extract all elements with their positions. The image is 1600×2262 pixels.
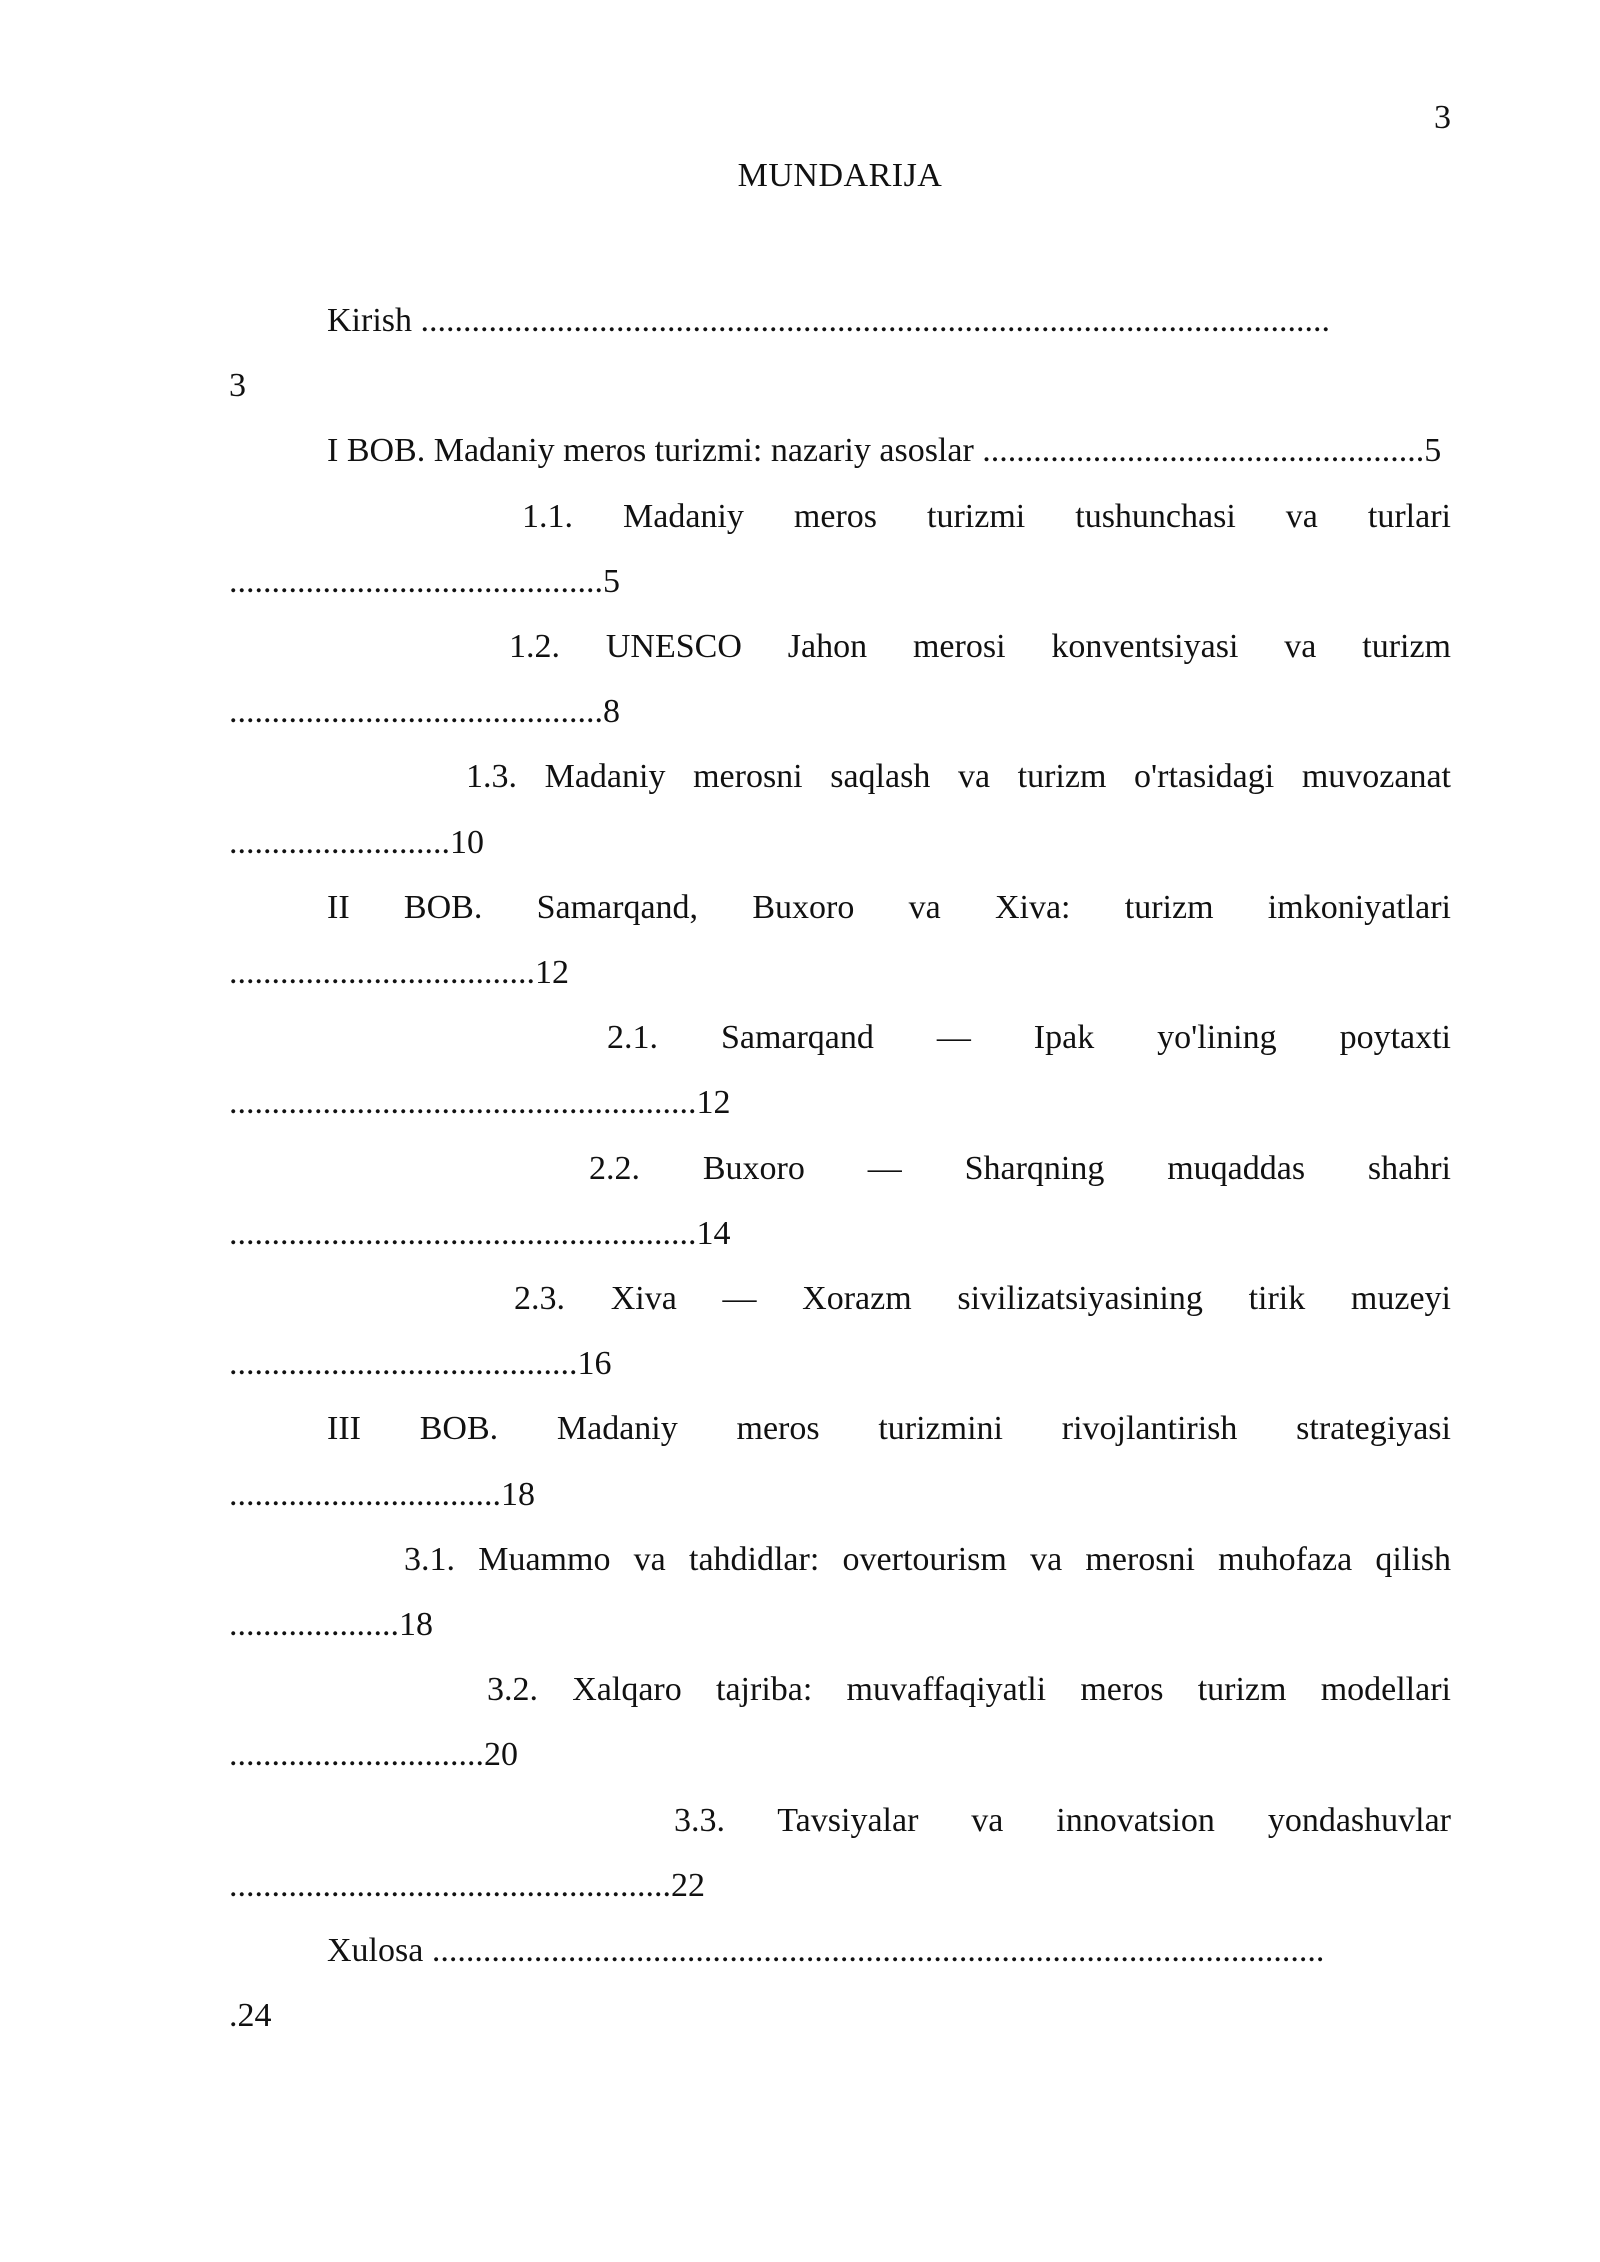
page-title: MUNDARIJA [737,157,943,194]
toc-entry-page: 20 [484,1736,518,1774]
toc-entry-leader: .................... [229,1606,399,1644]
toc-entry-label: 1.3. Madaniy merosni saqlash va turizm o'rtasidagi muvozanat [466,758,1451,796]
toc-entry-page: 22 [671,1866,705,1904]
toc-entry-label: 3.3. Tavsiyalar va innovatsion yondashuvlar [674,1801,1451,1839]
toc-entry-page: 18 [399,1606,433,1644]
toc-entry-page: 5 [603,562,620,600]
toc-entry-page: 12 [535,954,569,992]
toc-entry-label: I BOB. Madaniy meros turizmi: nazariy asoslar [327,432,974,470]
toc-entry-leader: ............................................ [229,693,603,731]
toc-entry-leader: ................................ [229,1475,501,1513]
toc-entry-section-3-2[interactable] [229,1657,1451,1787]
toc-entry-label: 1.1. Madaniy meros turizmi tushunchasi va turlari [522,497,1451,535]
toc-entry-label: 2.3. Xiva — Xorazm sivilizatsiyasining tirik muzeyi [514,1280,1451,1318]
toc-entry-page: 5 [1424,432,1442,470]
toc-entry-section-3-3[interactable] [229,1788,1451,1918]
toc-entry-section-2-3[interactable] [229,1266,1451,1396]
toc-entry-chapter-1[interactable] [229,418,1451,483]
toc-entry-page: 14 [696,1214,731,1252]
toc-entry-label: 2.2. Buxoro — Sharqning muqaddas shahri [589,1149,1451,1187]
toc-entry-leader: .................................................... [982,432,1425,470]
toc-entry-label: 1.2. UNESCO Jahon merosi konventsiyasi va turizm [509,628,1451,666]
toc-entry-leader: ............................................ [229,562,603,600]
toc-entry-leader: .......................... [229,823,450,861]
toc-entry-page: 8 [603,693,620,731]
toc-entry-label: Xulosa [327,1932,424,1970]
toc-entry-page: 10 [450,823,484,861]
toc-entry-introduction[interactable] [229,288,1451,418]
toc-entry-leader: ....................................................... [229,1214,697,1252]
toc-entry-label: Kirish [327,302,412,339]
toc-entry-leader: .............................. [229,1736,484,1774]
toc-entry-label: III BOB. Madaniy meros turizmini rivojlantirish strategiyasi [327,1410,1451,1448]
toc-entry-chapter-2[interactable] [229,875,1451,1005]
toc-entry-leader: .................................... [229,954,535,992]
toc-entry-label: 3.2. Xalqaro tajriba: muvaffaqiyatli meros turizm modellari [487,1671,1451,1709]
toc-entry-page: 16 [577,1345,612,1383]
toc-entry-section-3-1[interactable] [229,1527,1451,1657]
toc-entry-section-1-3[interactable] [229,744,1451,874]
toc-entry-chapter-3[interactable] [229,1396,1451,1526]
toc-entry-leader: ......................................................................................................... [431,1932,1325,1970]
toc-entry-label: 3.1. Muammo va tahdidlar: overtourism va merosni muhofaza qilish [404,1540,1451,1578]
toc-entry-page: .24 [229,1997,272,2035]
page-number: 3 [1434,99,1451,136]
toc-entry-leader: ......................................... [229,1345,578,1383]
toc-entry-page: 3 [229,367,246,405]
toc-entry-page: 18 [501,1475,535,1513]
toc-entry-section-1-1[interactable] [229,484,1451,614]
toc-entry-section-2-1[interactable] [229,1005,1451,1135]
toc-entry-section-1-2[interactable] [229,614,1451,744]
toc-entry-leader: ....................................................... [229,1084,697,1122]
toc-entry-label: 2.1. Samarqand — Ipak yo'lining poytaxti [607,1019,1451,1057]
toc-entry-leader: .................................................... [229,1866,671,1904]
toc-entry-section-2-2[interactable] [229,1136,1451,1266]
toc-entry-conclusion[interactable] [229,1918,1451,2048]
toc-entry-page: 12 [696,1084,731,1122]
toc-entry-leader: ........................................................................................................... [420,302,1330,339]
toc-entry-label: II BOB. Samarqand, Buxoro va Xiva: turizm imkoniyatlari [327,888,1451,926]
table-of-contents [229,288,1451,2048]
